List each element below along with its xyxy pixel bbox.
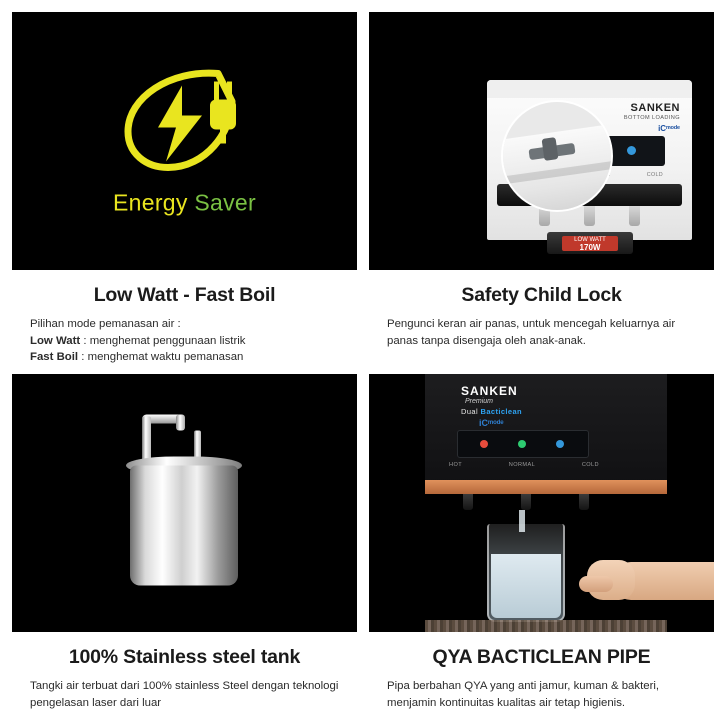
base-texture bbox=[425, 620, 667, 632]
black-normal-indicator-led bbox=[518, 440, 526, 448]
black-tap-group bbox=[425, 494, 667, 510]
panel-low-watt-fast-boil bbox=[12, 12, 357, 366]
panel-1-line-2-label: Low Watt bbox=[30, 334, 81, 347]
dispenser-black-tap-labels bbox=[449, 462, 599, 468]
panel-2-image bbox=[369, 12, 714, 270]
hand-graphic bbox=[565, 546, 714, 616]
panel-stainless-steel-tank bbox=[12, 374, 357, 718]
panel-1-line-1-text: Pilihan mode pemanasan air : bbox=[30, 318, 181, 331]
panel-3-body: Tangki air terbuat dari 100% stainless Steel dengan teknologi pengelasan laser dari luar bbox=[30, 680, 339, 709]
cold-indicator-led bbox=[627, 146, 636, 155]
child-lock-zoom-circle bbox=[503, 102, 611, 210]
copper-accent-strip bbox=[425, 480, 667, 494]
panel-2-title: Safety Child Lock bbox=[461, 284, 622, 306]
bacticlean-badge-1: Dual bbox=[461, 406, 479, 416]
panel-4-image bbox=[369, 374, 714, 632]
dispenser-tech-badge: iCᵐᵒᵈᵉ bbox=[658, 124, 680, 133]
panel-1-body bbox=[30, 316, 339, 366]
panel-1-line-2-text: : menghemat penggunaan listrik bbox=[80, 334, 246, 347]
black-tap-nozzle-cold bbox=[579, 494, 589, 510]
low-watt-badge-top: LOW WATT bbox=[574, 237, 606, 243]
panel-1-line-1 bbox=[30, 316, 339, 333]
black-tap-label-cold: COLD bbox=[581, 461, 599, 468]
glass-water-level bbox=[491, 554, 561, 618]
tank-pipe-elbow bbox=[176, 414, 185, 430]
black-tap-nozzle-hot bbox=[463, 494, 473, 510]
dispenser-model-label: BOTTOM LOADING bbox=[623, 115, 680, 121]
tap-label-cold: COLD bbox=[646, 172, 663, 178]
energy-saver-icon bbox=[110, 66, 260, 178]
low-watt-badge-value: 170W bbox=[579, 243, 601, 252]
panel-2-caption bbox=[369, 270, 714, 349]
black-tap-label-normal: NORMAL bbox=[508, 461, 536, 468]
panel-3-title: 100% Stainless steel tank bbox=[68, 645, 301, 668]
bacticlean-badge bbox=[461, 407, 522, 416]
panel-safety-child-lock bbox=[369, 12, 714, 366]
tap-nozzle-cold bbox=[629, 206, 640, 226]
panel-grid bbox=[12, 12, 714, 718]
panel-1-line-3 bbox=[30, 349, 339, 366]
panel-1-line-3-label: Fast Boil bbox=[30, 351, 79, 364]
panel-1-image bbox=[12, 12, 357, 270]
black-dispenser-graphic bbox=[369, 374, 714, 632]
black-cold-indicator-led bbox=[556, 440, 564, 448]
dispenser-black-tech-badge: iCᵐᵒᵈᵉ bbox=[479, 417, 504, 428]
panel-1-line-3-text: : menghemat waktu pemanasan bbox=[78, 351, 244, 364]
panel-qya-bacticlean-pipe bbox=[369, 374, 714, 718]
white-dispenser-graphic bbox=[487, 80, 692, 270]
panel-4-title: QYA BACTICLEAN PIPE bbox=[432, 645, 651, 668]
saver-word: Saver bbox=[194, 189, 256, 216]
bacticlean-badge-2: Bacticlean bbox=[480, 406, 523, 416]
black-hot-indicator-led bbox=[480, 440, 488, 448]
black-tap-nozzle-normal bbox=[521, 494, 531, 510]
panel-1-line-2 bbox=[30, 333, 339, 350]
energy-saver-graphic bbox=[12, 66, 357, 217]
panel-1-caption bbox=[12, 270, 357, 366]
child-lock-knob bbox=[542, 137, 559, 161]
dispenser-top-lid bbox=[487, 80, 692, 98]
panel-1-title: Low Watt - Fast Boil bbox=[93, 284, 276, 306]
panel-3-image bbox=[12, 374, 357, 632]
hand-thumb bbox=[579, 576, 613, 592]
dispenser-black-control-panel bbox=[457, 430, 589, 458]
water-glass bbox=[487, 524, 565, 622]
low-watt-badge bbox=[562, 236, 618, 251]
tank-body bbox=[130, 465, 238, 585]
energy-saver-label bbox=[12, 190, 357, 217]
panel-4-caption bbox=[369, 632, 714, 711]
panel-2-body: Pengunci keran air panas, untuk mencegah keluarnya air panas tanpa disengaja oleh anak-anak. bbox=[387, 318, 676, 347]
energy-word: Energy bbox=[113, 189, 195, 216]
black-tap-label-hot: HOT bbox=[449, 461, 463, 468]
stainless-tank-graphic bbox=[90, 410, 280, 595]
dispenser-black-subbrand-label: Premium bbox=[465, 397, 494, 405]
panel-4-body: Pipa berbahan QYA yang anti jamur, kuman & bakteri, menjamin kontinuitas kualitas air tetap higienis. bbox=[387, 680, 660, 709]
dispenser-brand-label: SANKEN bbox=[630, 102, 680, 114]
dispenser-black-brand-label: SANKEN bbox=[461, 383, 518, 398]
panel-3-caption bbox=[12, 632, 357, 711]
